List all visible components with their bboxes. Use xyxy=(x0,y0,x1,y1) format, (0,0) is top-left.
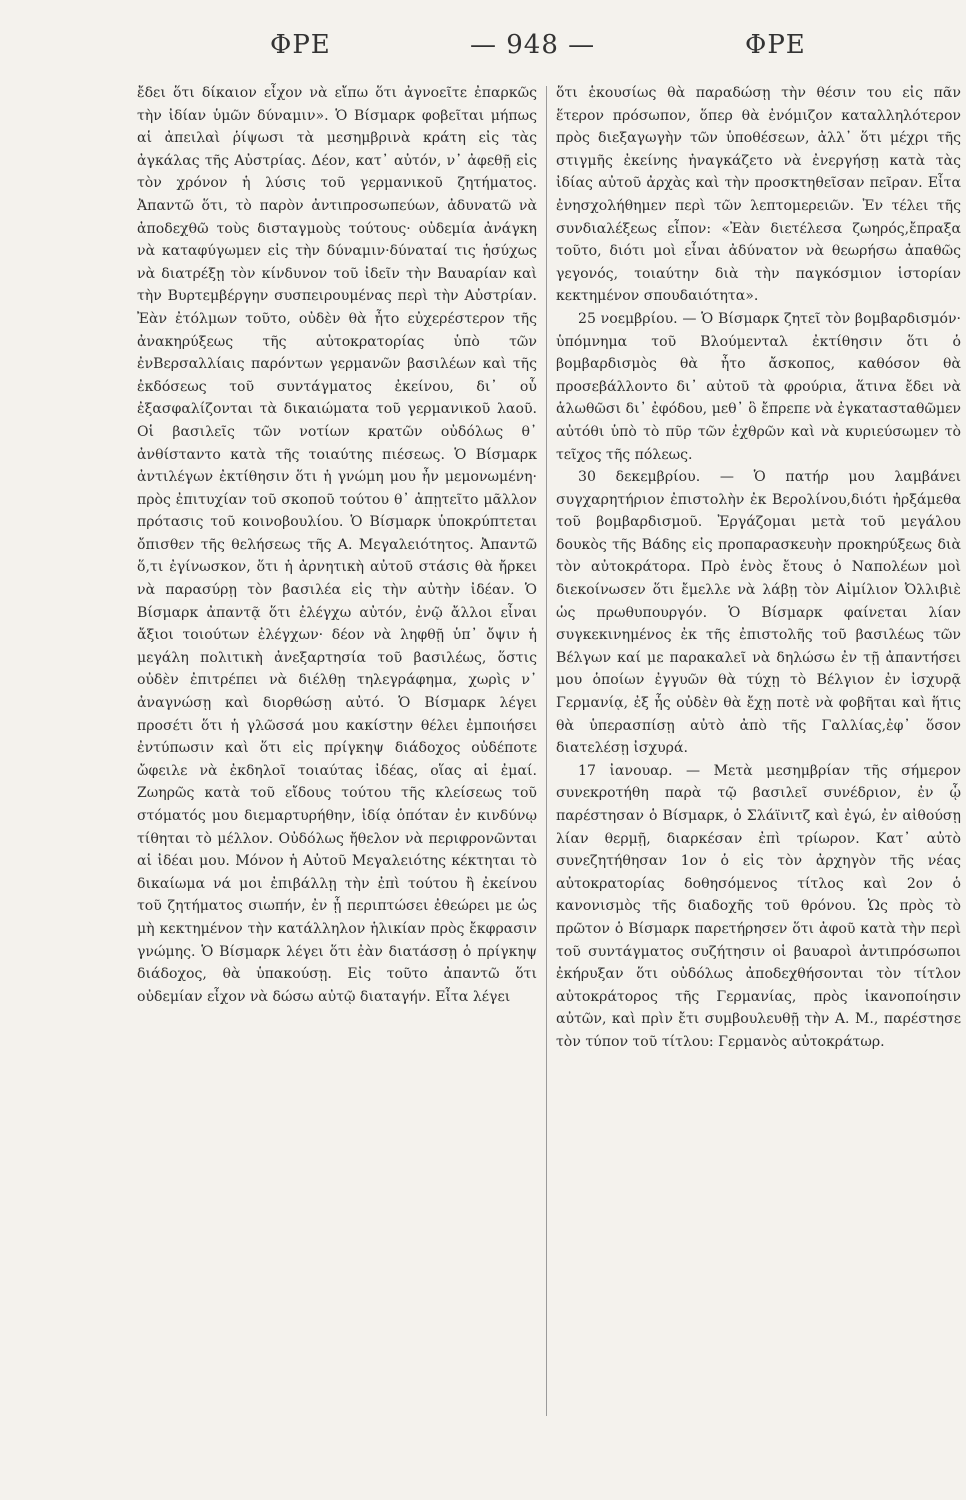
left-column xyxy=(137,82,537,1008)
right-column xyxy=(556,82,961,1054)
running-head-right: ΦΡΕ xyxy=(745,30,806,60)
left-paragraph-1: ἔδει ὅτι δίκαιον εἶχον νὰ εἴπω ὅτι ἀγνοεῖτε ἐπαρκῶς τὴν ἰδίαν ὑμῶν δύναμιν». Ὁ Βίσμαρκ φοβεῖται μήπως αἱ ἀπειλαὶ ῥίψωσι τὰ μεσημβρινὰ κράτη εἰς τὰς ἀγκάλας τῆς Αὐστρίας. Δέον, κατ᾽ αὐτόν, ν᾽ ἀφεθῇ εἰς τὸν χρόνον ἡ λύσις τοῦ γερμανικοῦ ζητήματος. Ἀπαντῶ ὅτι, τὸ παρὸν ἀντιπροσωπεύων, ἀδυνατῶ νὰ ἀποδεχθῶ τοὺς δισταγμοὺς τούτους· οὐδεμία ἀνάγκη νὰ καταφύγωμεν εἰς τὴν δύναμιν·δύναταί τις ἡσύχως νὰ διατρέξῃ τὸν κίνδυνον τοῦ ἰδεῖν τὴν Βαυαρίαν καὶ τὴν Βυρτεμβέργην συσπειρουμένας περὶ τὴν Αὐστρίαν. Ἐὰν ἐτόλμων τοῦτο, οὐδὲν θὰ ἦτο εὐχερέστερον τῆς ἀνακηρύξεως τῆς αὐτοκρατορίας ὑπὸ τῶν ἐνΒερσαλλίαις παρόντων γερμανῶν βασιλέων καὶ τῆς ἐκδόσεως τοῦ συντάγματος ἐκείνου, δι᾽ οὗ ἐξασφαλίζονται τὰ δικαιώματα τοῦ γερμανικοῦ λαοῦ. Οἱ βασιλεῖς τῶν νοτίων κρατῶν οὐδόλως θ᾽ ἀνθίσταντο κατὰ τῆς τοιαύτης πιέσεως. Ὁ Βίσμαρκ ἀντιλέγων ἐκτίθησιν ὅτι ἡ γνώμη μου ἦν μεμονωμένη· πρὸς ἐπιτυχίαν τοῦ σκοποῦ τούτου θ᾽ ἀπῃτεῖτο μᾶλλον πρότασις τοῦ κοινοβουλίου. Ὁ Βίσμαρκ ὑποκρύπτεται ὄπισθεν τῆς θελήσεως τῆς Α. Μεγαλειότητος. Ἀπαντῶ ὅ,τι ἐγίνωσκον, ὅτι ἡ ἀρνητικὴ αὐτοῦ στάσις θὰ ἤρκει νὰ παρασύρῃ τὸν βασιλέα εἰς τὴν αὐτὴν ἰδέαν. Ὁ Βίσμαρκ ἀπαντᾷ ὅτι ἐλέγχω αὐτόν, ἐνῷ ἄλλοι εἶναι ἄξιοι τοιούτων ἐλέγχων· δέον νὰ ληφθῇ ὑπ᾽ ὄψιν ἡ μεγάλη πολιτικὴ ἀνεξαρτησία τοῦ βασιλέως, ὅστις οὐδὲν ἐπιτρέπει νὰ διέλθῃ τηλεγράφημα, χωρὶς ν᾽ ἀναγνώσῃ καὶ διορθώσῃ αὐτό. Ὁ Βίσμαρκ λέγει προσέτι ὅτι ἡ γλῶσσά μου κακίστην θέλει ἐμποιήσει ἐντύπωσιν καὶ ὅτι εἰς πρίγκηψ διάδοχος οὐδέποτε ὤφειλε νὰ ἐκδηλοῖ τοιαύτας ἰδέας, οἵας αἱ ἐμαί. Ζωηρῶς κατὰ τοῦ εἴδους τούτου τῆς κλείσεως τοῦ στόματός μου διεμαρτυρήθην, ἰδίᾳ ὁπόταν ἐν κινδύνῳ τίθηται τὸ μέλλον. Οὐδόλως ἤθελον νὰ περιφρονῶνται αἱ ἰδέαι μου. Μόνον ἡ Αὐτοῦ Μεγαλειότης κέκτηται τὸ δικαίωμα νά μοι ἐπιβάλλῃ τὴν ἐπὶ τούτου ἢ ἐκείνου τοῦ ζητήματος σιωπήν, ἐν ᾗ περιπτώσει ἐθεώρει με ὡς μὴ κεκτημένον τὴν κατάλληλον ἡλικίαν πρὸς ἔκφρασιν γνώμης. Ὁ Βίσμαρκ λέγει ὅτι ἐὰν διατάσσῃ ὁ πρίγκηψ διάδοχος, θὰ ὑπακούσῃ. Εἰς τοῦτο ἀπαντῶ ὅτι οὐδεμίαν εἶχον νὰ δώσω αὐτῷ διαταγήν. Εἶτα λέγει xyxy=(137,85,537,1005)
right-paragraph-4: 17 ἰανουαρ. — Μετὰ μεσημβρίαν τῆς σήμερον συνεκροτήθη παρὰ τῷ βασιλεῖ συνέδριον, ἐν ᾧ παρέστησαν ὁ Βίσμαρκ, ὁ Σλάϊνιτζ καὶ ἐγώ, ἐν αἰθούσῃ λίαν θερμῇ, διαρκέσαν ἐπὶ τρίωρον. Κατ᾽ αὐτὸ συνεζητήθησαν 1ον ὁ εἰς τὸν ἀρχηγὸν τῆς νέας αὐτοκρατορίας δοθησόμενος τίτλος καὶ 2ον ὁ κανονισμὸς τῆς διαδοχῆς τοῦ θρόνου. Ὡς πρὸς τὸ πρῶτον ὁ Βίσμαρκ παρετήρησεν ὅτι ἀφοῦ κατὰ τὴν περὶ τοῦ συντάγματος συζήτησιν οἱ βαυαροὶ ἀντιπρόσωποι ἐκήρυξαν ὅτι οὐδόλως ἀποδεχθήσονται τὸν τίτλον αὐτοκράτορος τῆς Γερμανίας, πρὸς ἱκανοποίησιν αὐτῶν, καὶ πρὶν ἔτι συμβουλευθῇ τὴν Α. Μ., παρέστησε τὸν τύπον τοῦ τίτλου: Γερμανὸς αὐτοκράτωρ. xyxy=(556,762,961,1050)
page-number: — 948 — xyxy=(470,30,596,60)
right-paragraph-1: ὅτι ἑκουσίως θὰ παραδώσῃ τὴν θέσιν του εἰς πᾶν ἕτερον πρόσωπον, ὅπερ θὰ ἐνόμιζον καταλληλότερον πρὸς διεξαγωγὴν τῶν ὑποθέσεων, ἀλλ᾽ ὅτι μέχρι τῆς στιγμῆς ἐκείνης ἠναγκάζετο νὰ ἐνεργήσῃ κατὰ τὰς ἰδίας αὐτοῦ ἀρχὰς καὶ τὴν προσκτηθεῖσαν πεῖραν. Εἶτα ἐνησχολήθημεν περὶ τῶν λεπτομερειῶν. Ἐν τέλει τῆς συνδιαλέξεως εἶπον: «Ἐὰν διετέλεσα ζωηρός,ἔπραξα τοῦτο, διότι μοὶ εἶναι ἀδύνατον νὰ θεωρήσω ἀπαθῶς γεγονός, τοιαύτην διὰ τὴν παγκόσμιον ἱστορίαν κεκτημένον σπουδαιότητα». xyxy=(556,85,961,305)
column-divider xyxy=(546,86,547,1416)
page-header xyxy=(0,30,966,70)
right-paragraph-3: 30 δεκεμβρίου. — Ὁ πατήρ μου λαμβάνει συγχαρητήριον ἐπιστολὴν ἐκ Βερολίνου,διότι ἠρξάμεθα τοῦ βομβαρδισμοῦ. Ἐργάζομαι μετὰ τοῦ μεγάλου δουκὸς τῆς Βάδης εἰς προπαρασκευὴν προκηρύξεως διὰ τὸν αὐτοκράτορα. Πρὸ ἑνὸς ἔτους ὁ Ναπολέων μοὶ διεκοίνωσεν ὅτι ἔμελλε νὰ λάβῃ τὸν Αἰμίλιον Ὀλλιβιὲ ὡς πρωθυπουργόν. Ὁ Βίσμαρκ φαίνεται λίαν συγκεκινημένος ἐκ τῆς ἐπιστολῆς τοῦ βασιλέως τῶν Βέλγων καί με παρακαλεῖ νὰ δηλώσω ἐν τῇ ἀπαντήσει μου ὁποίων ἐγγυῶν θὰ τύχῃ τὸ Βέλγιον ἐν ἰσχυρᾷ Γερμανίᾳ, ἐξ ἧς οὐδὲν θὰ ἔχῃ ποτὲ νὰ φοβῆται καὶ ἥτις θὰ ὑπερασπίσῃ αὐτὸ ἀπὸ τῆς Γαλλίας,ἐφ᾽ ὅσον διατελέσῃ ἰσχυρά. xyxy=(556,469,961,757)
right-paragraph-2: 25 νοεμβρίου. — Ὁ Βίσμαρκ ζητεῖ τὸν βομβαρδισμόν· ὑπόμνημα τοῦ Βλούμενταλ ἐκτίθησιν ὅτι ὁ βομβαρδισμὸς θὰ ἦτο ἄσκοπος, καθόσον θὰ προσεβάλλοντο δι᾽ αὐτοῦ τὰ φρούρια, ἅτινα ἔδει νὰ ἁλωθῶσι δι᾽ ἐφόδου, μεθ᾽ ὃ ἔπρεπε νὰ ἐγκατασταθῶμεν αὐτόθι ὑπὸ τὸ πῦρ τῶν ἐχθρῶν καὶ νὰ κυριεύσωμεν τὸ τεῖχος τῆς πόλεως. xyxy=(556,310,961,463)
running-head-left: ΦΡΕ xyxy=(270,30,331,60)
